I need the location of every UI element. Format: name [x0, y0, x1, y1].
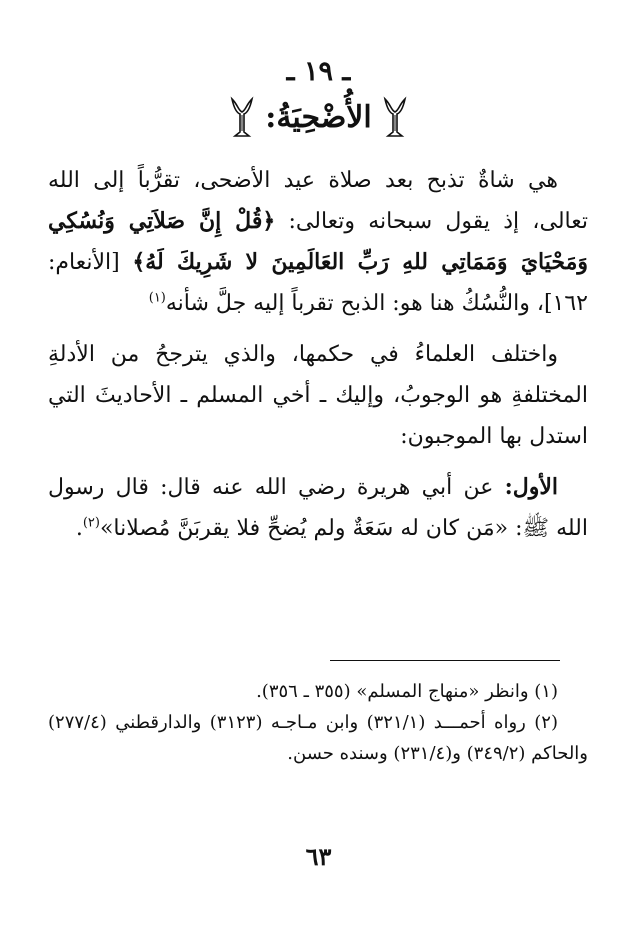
definition-text: هي شاةٌ تذبح بعد صلاة عيد الأضحى، تقرُّباً إلى الله تعالى، إذ يقول سبحانه وتعالى: [48, 168, 588, 234]
tulip-ornament-icon [229, 96, 255, 138]
paragraph-hadith-1 [48, 467, 588, 549]
hadith-label: الأول: [504, 474, 558, 500]
quran-verse: ﴿قُلْ إِنَّ صَلاَتِي وَنُسُكِي وَمَحْيَايَ وَمَمَاتِي للهِ رَبِّ العَالَمِينَ لا شَرِيكَ لَهُ﴾ [48, 208, 588, 275]
main-text [48, 160, 588, 559]
heading-title: الأُضْحِيَةُ: [265, 99, 372, 135]
hadith-text: عن أبي هريرة رضي الله عنه قال: قال رسول الله ﷺ: «مَن كان له سَعَةٌ ولم يُضحِّ فلا يقربَنَّ مُصلانا» [48, 475, 588, 541]
footnotes [48, 676, 588, 769]
tulip-ornament-icon [382, 96, 408, 138]
footnote-1: (١) وانظر «منهاج المسلم» (٣٥٥ ـ ٣٥٦). [256, 681, 558, 702]
hadith-end: . [75, 516, 83, 541]
paragraph-definition [48, 160, 588, 324]
footnote-ref: (٢) [82, 515, 100, 531]
footnote-2: (٢) رواه أحمـــد (٣٢١/١) وابن مـاجـه (٣١٢٣) والدارقطني (٢٧٧/٤) والحاكم (٣٤٩/٢) و(٢٣١/٤) وسنده حسن. [48, 712, 588, 764]
chapter-number: ـ ١٩ ـ [286, 56, 351, 87]
paragraph-ruling [48, 334, 588, 457]
footnote-divider [330, 660, 560, 661]
footnote-ref: (١) [148, 290, 166, 306]
definition-text-cont: [الأنعام: ١٦٢]، والنُّسُكُ هنا هو: الذبح تقرباً إليه جلَّ شأنه [48, 250, 588, 316]
page-number: ٦٣ [305, 842, 332, 871]
ruling-text: واختلف العلماءُ في حكمها، والذي يترجحُ من الأدلةِ المختلفةِ هو الوجوبُ، وإليك ـ أخي المسلم ـ الأحاديثَ التي استدل بها الموجبون: [48, 342, 588, 449]
section-heading [0, 96, 637, 138]
